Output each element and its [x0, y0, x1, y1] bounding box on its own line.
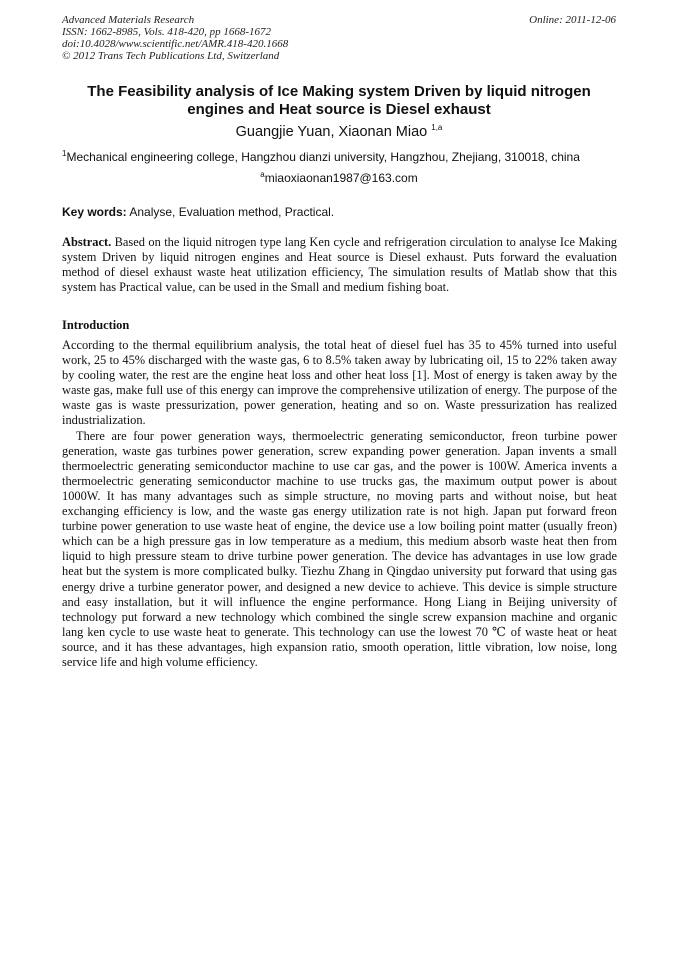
abstract	[62, 235, 617, 295]
author-superscript: 1,a	[431, 123, 443, 133]
paper-title: The Feasibility analysis of Ice Making system Driven by liquid nitrogen engines and Heat source is Diesel exhaust	[87, 83, 591, 118]
abstract-label: Abstract.	[62, 235, 112, 249]
doi-line: doi:10.4028/www.scientific.net/AMR.418-420.1668	[62, 38, 289, 50]
issn-line: ISSN: 1662-8985, Vols. 418-420, pp 1668-1672	[62, 26, 271, 38]
email-superscript: a	[260, 170, 265, 179]
journal-name: Advanced Materials Research	[62, 14, 195, 26]
copyright-line: © 2012 Trans Tech Publications Ltd, Switzerland	[62, 50, 280, 62]
intro-paragraph-2: There are four power generation ways, thermoelectric generating semiconductor, freon turbine power generation, waste gas turbines power generation, screw expanding power generation. Japan invents a small thermoelectric generating semiconductor machine to use car gas, and the power is 100W. America invents a thermoelectric generating semiconductor machine to use trucks gas, the maximum output power is about 1000W. It has many advantages such as simple structure, no moving parts and without noise, but heat exchanging efficiency is low, and the waste gas energy utilization rate is not high. Japan put forward freon turbine power generation to use waste heat of engine, the device use a low boiling point matter (usually freon) which can be a high pressure gas in low temperature as a medium, this medium absorb waste heat then from liquid to high pressure steam to drive turbine power generation. The device has advantages in use low grade heat but the system is more complicated bulky. Tiezhu Zhang in Qingdao university put forward that using gas energy drive a turbine generator power, and designed a new device to achieve. This device is simple structure and easy installation, but it will influence the engine performance. Hong Liang in Beijing university of technology put forward a new technology which combined the single screw expansion machine and organic lang ken cycle to use waste heat to generate. This technology can use the lowest 70 ℃ of waste heat or heat source, and it has these advantages, high expansion ratio, smooth operation, little vibration, low noise, long service life and high volume efficiency.	[62, 428, 617, 669]
affiliation-text: Mechanical engineering college, Hangzhou dianzi university, Hangzhou, Zhejiang, 310018, china	[66, 150, 580, 164]
keywords	[62, 205, 622, 219]
email-address[interactable]: miaoxiaonan1987@163.com	[264, 171, 418, 185]
section-heading-introduction: Introduction	[62, 318, 130, 332]
author-line	[58, 124, 620, 140]
keywords-label: Key words:	[62, 205, 127, 219]
introduction-body	[62, 338, 617, 670]
keywords-text: Analyse, Evaluation method, Practical.	[129, 205, 335, 219]
affiliation	[62, 150, 622, 164]
author-names: Guangjie Yuan, Xiaonan Miao	[235, 124, 428, 140]
email-line	[58, 171, 620, 185]
journal-header	[62, 14, 616, 62]
intro-paragraph-1: According to the thermal equilibrium analysis, the total heat of diesel fuel has 35 to 45% turned into useful work, 25 to 45% discharged with the waste gas, 6 to 8.5% taken away by lubricating oil, 15 to 22% taken away by cooling water, the rest are the engine heat loss and other heat loss [1]. Most of energy is taken away by the waste gas, make full use of this energy can improve the comprehensive utilization of energy. The purpose of the waste gas is waste pressurization, power generation, heating and so on. Waste pressurization has realized industrialization.	[62, 338, 617, 428]
online-date: Online: 2011-12-06	[529, 14, 616, 26]
abstract-text: Based on the liquid nitrogen type lang Ken cycle and refrigeration circulation to analyse Ice Making system Driven by liquid nitrogen engines and Heat source is Diesel exhaust. Puts forward the evaluation method of diesel exhaust waste heat utilization efficiency, The simulation results of Matlab show that this system has Practical value, can be used in the Small and medium fishing boat.	[62, 235, 617, 295]
affiliation-superscript: 1	[62, 149, 67, 158]
